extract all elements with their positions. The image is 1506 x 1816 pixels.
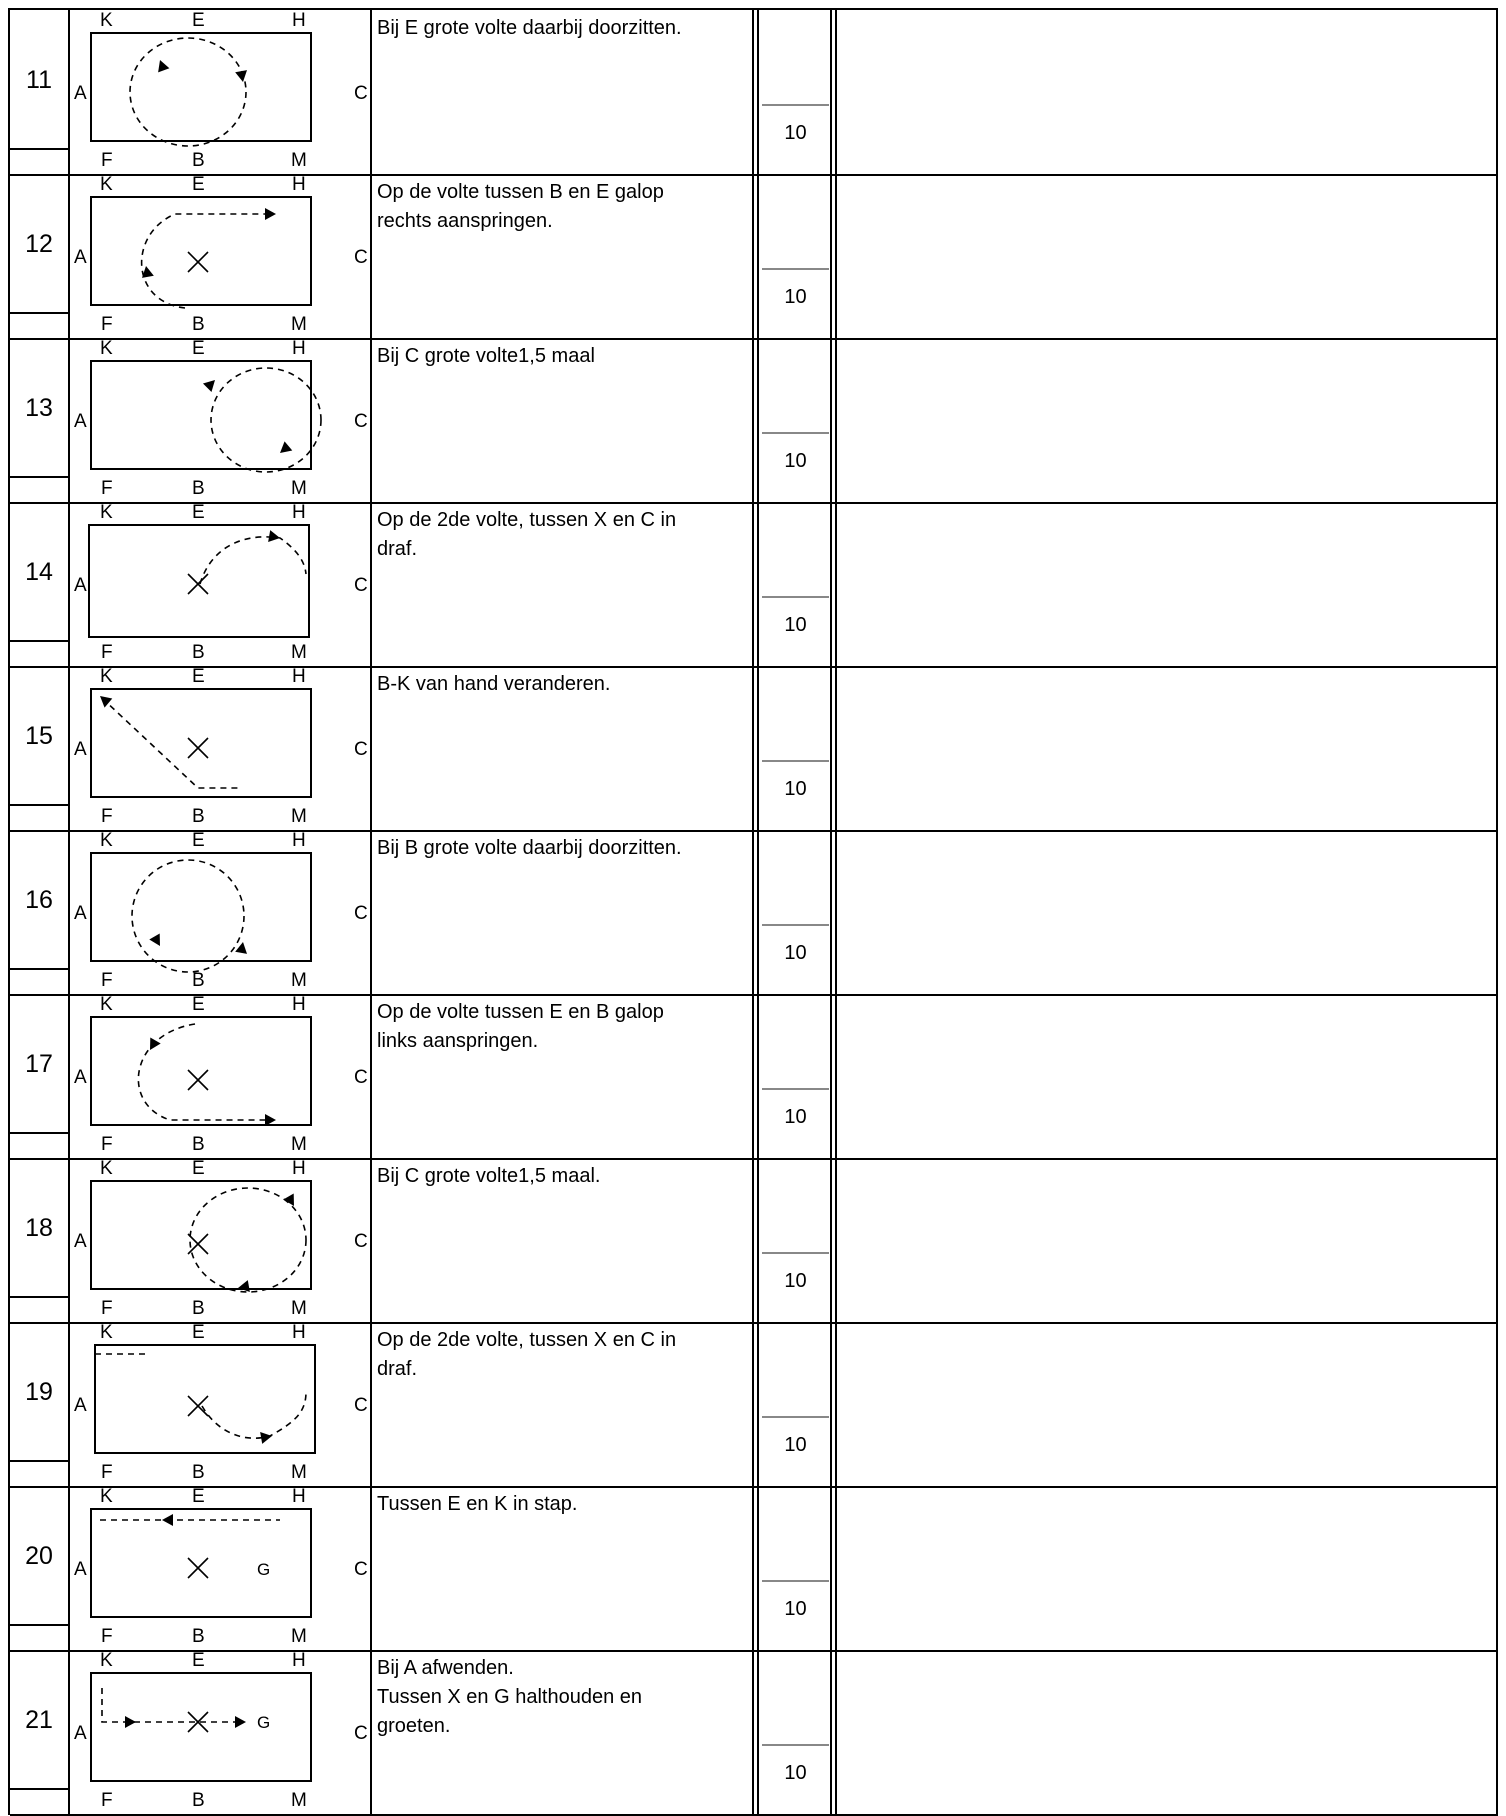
arena-letter-f: F (101, 1626, 113, 1647)
arena-letter-f: F (101, 1298, 113, 1319)
column-divider (752, 830, 754, 994)
column-divider (757, 830, 759, 994)
exercise-row (10, 666, 1498, 832)
arena-letter-m: M (291, 150, 307, 171)
arena-letter-h: H (292, 994, 306, 1015)
arena-letter-f: F (101, 1462, 113, 1483)
exercise-number: 11 (26, 65, 52, 94)
arena-letter-e: E (192, 1322, 205, 1343)
column-divider (757, 502, 759, 666)
arena-letter-a: A (74, 1067, 87, 1088)
column-divider (757, 1158, 759, 1322)
arena-letter-c: C (354, 1559, 368, 1580)
column-divider (830, 666, 832, 830)
exercise-description: Op de volte tussen E en B galop links aanspringen. (377, 1001, 664, 1052)
arena-letter-b: B (192, 642, 205, 663)
score-divider (762, 1744, 829, 1746)
column-divider (830, 10, 832, 174)
arena-letter-a: A (74, 247, 87, 268)
exercise-number: 21 (25, 1705, 53, 1734)
column-divider (752, 1486, 754, 1650)
column-divider (757, 1322, 759, 1486)
column-divider (757, 10, 759, 174)
arena-letter-a: A (74, 903, 87, 924)
score-divider (762, 432, 829, 434)
arena-letter-b: B (192, 314, 205, 335)
arena-letter-h: H (292, 830, 306, 851)
column-divider (835, 666, 837, 830)
movement-path-figure (10, 830, 372, 994)
exercise-row (10, 338, 1498, 504)
exercise-number: 15 (25, 721, 53, 750)
exercise-row (10, 994, 1498, 1160)
column-divider (830, 994, 832, 1158)
arena-letter-k: K (100, 1486, 113, 1507)
max-score: 10 (784, 286, 807, 308)
arena-letter-b: B (192, 806, 205, 827)
arena-letter-a: A (74, 1559, 87, 1580)
arena-letter-f: F (101, 1790, 113, 1811)
column-divider (830, 502, 832, 666)
max-score: 10 (784, 614, 807, 636)
arena-letter-m: M (291, 314, 307, 335)
arena-letter-a: A (74, 1231, 87, 1252)
exercise-number: 16 (25, 885, 53, 914)
exercise-description: Bij E grote volte daarbij doorzitten. (377, 17, 682, 39)
exercise-number: 17 (25, 1049, 53, 1078)
arena-letter-k: K (100, 1158, 113, 1179)
arena-letter-k: K (100, 174, 113, 195)
score-divider (762, 1252, 829, 1254)
column-divider (835, 1322, 837, 1486)
arena-letter-f: F (101, 806, 113, 827)
max-score: 10 (784, 1270, 807, 1292)
movement-path-figure (10, 666, 372, 830)
column-divider (752, 338, 754, 502)
column-divider (757, 338, 759, 502)
arena-letter-c: C (354, 1723, 368, 1744)
exercise-number: 12 (25, 229, 53, 258)
column-divider (752, 666, 754, 830)
column-divider (835, 994, 837, 1158)
arena-letter-h: H (292, 1650, 306, 1671)
arena-letter-c: C (354, 1067, 368, 1088)
arena-letter-e: E (192, 10, 205, 31)
column-divider (757, 994, 759, 1158)
exercise-description: Bij A afwenden. Tussen X en G halthouden en groeten. (377, 1657, 642, 1737)
arena-letter-f: F (101, 970, 113, 991)
arena-letter-k: K (100, 830, 113, 851)
column-divider (752, 174, 754, 338)
arena-letter-h: H (292, 10, 306, 31)
score-divider (762, 1416, 829, 1418)
arena-letter-b: B (192, 478, 205, 499)
score-divider (762, 1088, 829, 1090)
arena-letter-c: C (354, 1395, 368, 1416)
arena-letter-b: B (192, 1462, 205, 1483)
arena-letter-c: C (354, 247, 368, 268)
exercise-number: 18 (25, 1213, 53, 1242)
arena-letter-k: K (100, 338, 113, 359)
column-divider (830, 830, 832, 994)
arena-letter-h: H (292, 1158, 306, 1179)
column-divider (757, 1486, 759, 1650)
exercise-description: B-K van hand veranderen. (377, 673, 611, 695)
score-divider (762, 268, 829, 270)
score-divider (762, 596, 829, 598)
column-divider (835, 10, 837, 174)
movement-path-figure (10, 338, 372, 502)
column-divider (757, 666, 759, 830)
arena-letter-k: K (100, 1650, 113, 1671)
arena-letter-a: A (74, 739, 87, 760)
arena-letter-a: A (74, 83, 87, 104)
arena-letter-b: B (192, 970, 205, 991)
arena-letter-a: A (74, 411, 87, 432)
max-score: 10 (784, 778, 807, 800)
exercise-description: Op de 2de volte, tussen X en C in draf. (377, 1329, 677, 1380)
arena-letter-k: K (100, 502, 113, 523)
arena-letter-a: A (74, 575, 87, 596)
column-divider (830, 1158, 832, 1322)
column-divider (835, 502, 837, 666)
arena-letter-k: K (100, 1322, 113, 1343)
arena-letter-c: C (354, 739, 368, 760)
arena-letter-c: C (354, 411, 368, 432)
arena-letter-a: A (74, 1395, 87, 1416)
arena-letter-e: E (192, 174, 205, 195)
exercise-row (10, 1650, 1498, 1816)
score-divider (762, 1580, 829, 1582)
arena-letter-e: E (192, 1158, 205, 1179)
arena-letter-h: H (292, 338, 306, 359)
arena-letter-m: M (291, 1298, 307, 1319)
max-score: 10 (784, 1598, 807, 1620)
arena-letter-e: E (192, 830, 205, 851)
column-divider (830, 1322, 832, 1486)
arena-letter-b: B (192, 1134, 205, 1155)
arena-letter-h: H (292, 1322, 306, 1343)
arena-letter-f: F (101, 150, 113, 171)
arena-letter-c: C (354, 575, 368, 596)
exercise-description: Tussen E en K in stap. (377, 1493, 578, 1515)
exercise-number: 14 (25, 557, 53, 586)
arena-letter-b: B (192, 1790, 205, 1811)
arena-letter-k: K (100, 10, 113, 31)
movement-path-figure (10, 174, 372, 338)
column-divider (757, 1650, 759, 1814)
exercise-description: Op de volte tussen B en E galop rechts aanspringen. (377, 181, 664, 232)
score-divider (762, 104, 829, 106)
arena-letter-a: A (74, 1723, 87, 1744)
arena-letter-e: E (192, 994, 205, 1015)
arena-letter-g: G (257, 1713, 271, 1732)
column-divider (830, 1650, 832, 1814)
exercise-row (10, 1486, 1498, 1652)
arena-letter-h: H (292, 666, 306, 687)
arena-letter-m: M (291, 642, 307, 663)
column-divider (835, 174, 837, 338)
max-score: 10 (784, 1106, 807, 1128)
max-score: 10 (784, 450, 807, 472)
exercise-number: 13 (25, 393, 53, 422)
arena-letter-m: M (291, 1134, 307, 1155)
score-divider (762, 924, 829, 926)
exercise-row (10, 10, 1498, 176)
movement-path-figure (10, 994, 372, 1158)
column-divider (752, 994, 754, 1158)
movement-path-figure (10, 10, 372, 174)
arena-letter-g: G (257, 1560, 271, 1579)
arena-letter-e: E (192, 1486, 205, 1507)
exercise-number: 19 (25, 1377, 53, 1406)
arena-letter-e: E (192, 338, 205, 359)
column-divider (752, 1322, 754, 1486)
arena-letter-f: F (101, 478, 113, 499)
column-divider (830, 1486, 832, 1650)
max-score: 10 (784, 1762, 807, 1784)
arena-letter-b: B (192, 150, 205, 171)
movement-path-figure (10, 502, 372, 666)
column-divider (752, 1158, 754, 1322)
exercise-description: Bij C grote volte1,5 maal (377, 345, 595, 367)
arena-letter-m: M (291, 806, 307, 827)
column-divider (830, 338, 832, 502)
column-divider (830, 174, 832, 338)
exercise-description: Op de 2de volte, tussen X en C in draf. (377, 509, 677, 560)
arena-letter-c: C (354, 83, 368, 104)
arena-letter-m: M (291, 1790, 307, 1811)
arena-letter-k: K (100, 994, 113, 1015)
column-divider (835, 830, 837, 994)
arena-letter-h: H (292, 502, 306, 523)
arena-letter-m: M (291, 1462, 307, 1483)
exercise-description: Bij C grote volte1,5 maal. (377, 1165, 601, 1187)
arena-letter-m: M (291, 478, 307, 499)
arena-letter-e: E (192, 666, 205, 687)
exercise-row (10, 174, 1498, 340)
max-score: 10 (784, 122, 807, 144)
arena-letter-h: H (292, 1486, 306, 1507)
max-score: 10 (784, 1434, 807, 1456)
movement-path-figure (10, 1158, 372, 1322)
score-divider (762, 760, 829, 762)
movement-path-figure (10, 1650, 372, 1814)
arena-letter-e: E (192, 1650, 205, 1671)
arena-letter-m: M (291, 970, 307, 991)
arena-letter-k: K (100, 666, 113, 687)
column-divider (752, 1650, 754, 1814)
arena-letter-c: C (354, 1231, 368, 1252)
arena-letter-c: C (354, 903, 368, 924)
arena-letter-f: F (101, 1134, 113, 1155)
exercise-row (10, 830, 1498, 996)
column-divider (835, 1158, 837, 1322)
arena-letter-m: M (291, 1626, 307, 1647)
column-divider (835, 1650, 837, 1814)
arena-letter-f: F (101, 314, 113, 335)
column-divider (752, 502, 754, 666)
column-divider (752, 10, 754, 174)
column-divider (835, 338, 837, 502)
arena-letter-h: H (292, 174, 306, 195)
movement-path-figure (10, 1486, 372, 1650)
arena-letter-e: E (192, 502, 205, 523)
exercise-number: 20 (25, 1541, 53, 1570)
exercise-description: Bij B grote volte daarbij doorzitten. (377, 837, 682, 859)
max-score: 10 (784, 942, 807, 964)
exercise-row (10, 1158, 1498, 1324)
exercise-row (10, 502, 1498, 668)
arena-letter-b: B (192, 1626, 205, 1647)
column-divider (835, 1486, 837, 1650)
arena-letter-f: F (101, 642, 113, 663)
column-divider (757, 174, 759, 338)
arena-letter-b: B (192, 1298, 205, 1319)
exercise-row (10, 1322, 1498, 1488)
movement-path-figure (10, 1322, 372, 1486)
